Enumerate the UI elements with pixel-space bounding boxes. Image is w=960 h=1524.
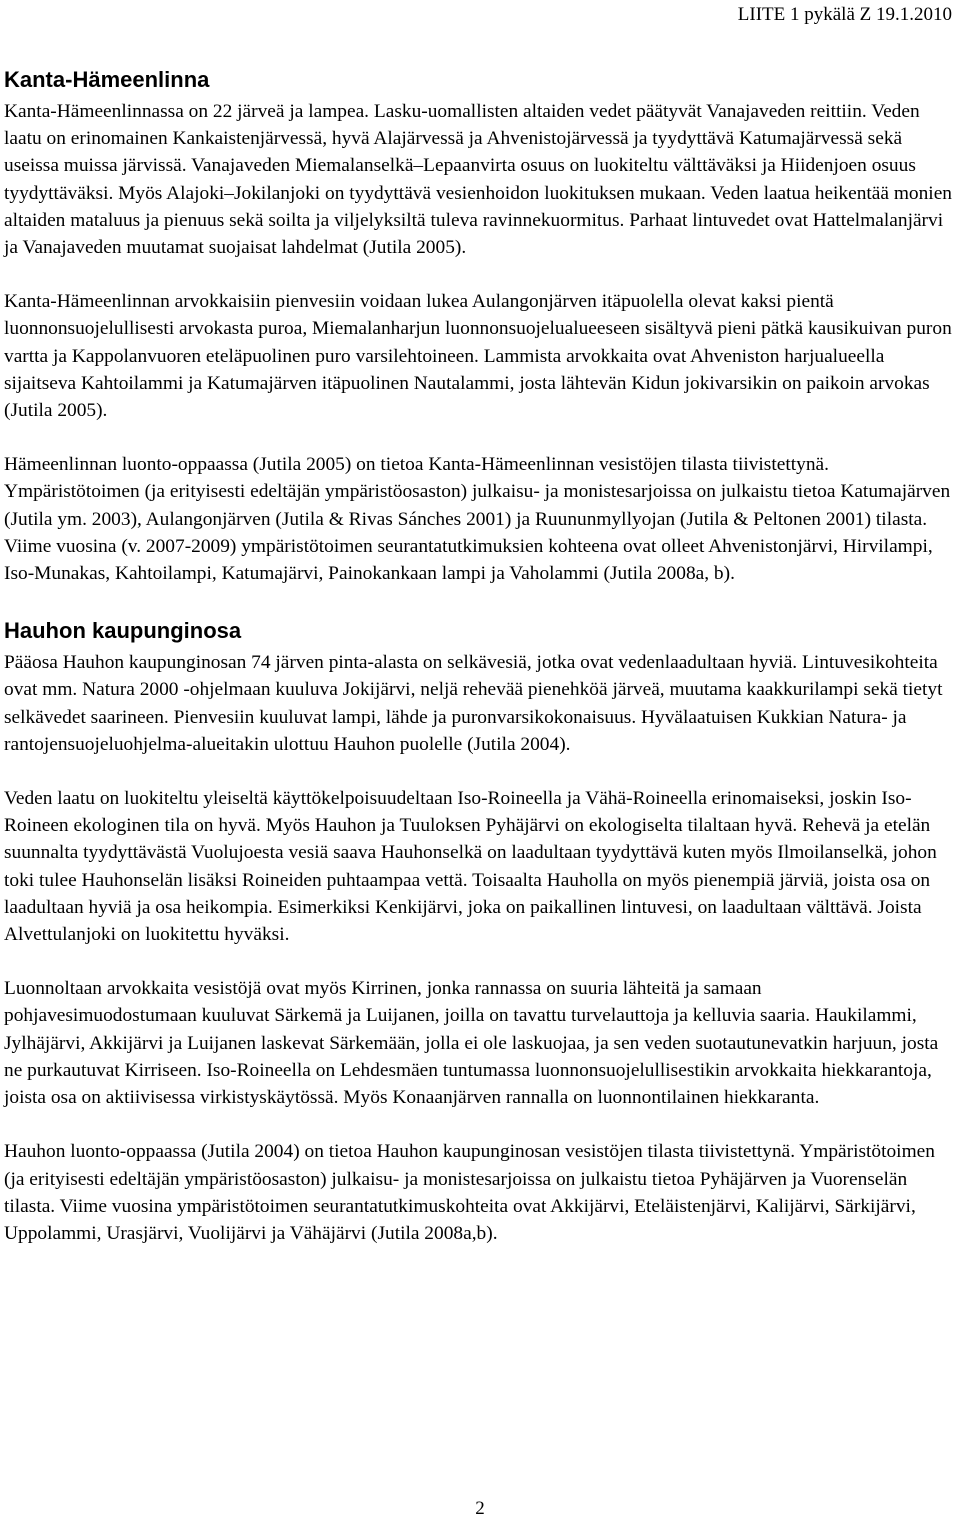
paragraph: Veden laatu on luokiteltu yleiseltä käyttökelpoisuudeltaan Iso-Roineella ja Vähä-Roineella erinomaiseksi, joskin Iso-Roineen ekologinen tila on hyvä. Myös Hauhon ja Tuuloksen Pyhäjärvi on ekologiselta tilaltaan hyvä. Rehevä ja etelän suunnalta tyydyttävästä Vuolujoesta vesiä saava Hauhonselkä on laadultaan tyydyttävä kuten myös Ilmoilanselkä, johon toki tulee Hauhonselän lisäksi Roineiden puhtaampaa vettä. Toisaalta Hauholla on myös pienempiä järviä, joista osa on laadultaan hyviä ja osa heikompia. Esimerkiksi Kenkijärvi, joka on paikallinen lintuvesi, on laadultaan välttävä. Joista Alvettulanjoki on luokitettu hyväksi. bbox=[4, 788, 937, 946]
paragraph: Hauhon luonto-oppaassa (Jutila 2004) on tietoa Hauhon kaupunginosan vesistöjen tilasta tiivistettynä. Ympäristötoimen (ja erityisesti edeltäjän ympäristöosaston) julkaisu- ja monistesarjoissa on julkaistu tietoa Pyhäjärven ja Vuorenselän tilasta. Viime vuosina ympäristötoimen seurantatutkimuskohteita ovat Akkijärvi, Eteläistenjärvi, Kalijärvi, Särkijärvi, Uppolammi, Urasjärvi, Vuolijärvi ja Vähäjärvi (Jutila 2008a,b). bbox=[4, 1141, 935, 1244]
section-title-kanta-hameenlinna: Kanta-Hämeenlinna bbox=[4, 67, 210, 92]
page-header-label: LIITE 1 pykälä Z 19.1.2010 bbox=[737, 4, 952, 25]
paragraph: Kanta-Hämeenlinnan arvokkaisiin pienvesiin voidaan lukea Aulangonjärven itäpuolella olevat kaksi pientä luonnonsuojelullisesti arvokasta puroa, Miemalanharjun luonnonsuojelualueeseen sisältyvä pieni pätkä kausikuivan puron vartta ja Kappolanvuoren eteläpuolinen puro varsilehtoineen. Lammista arvokkaita ovat Ahveniston harjualueella sijaitseva Kahtoilammi ja Katumajärven itäpuolinen Nautalammi, josta lähtevän Kidun jokivarsikin on paikoin arvokas (Jutila 2005). bbox=[4, 291, 952, 422]
section-title-hauho: Hauhon kaupunginosa bbox=[4, 618, 242, 644]
document-body bbox=[4, 66, 952, 1247]
paragraph: Pääosa Hauhon kaupunginosan 74 järven pinta-alasta on selkävesiä, jotka ovat vedenlaadultaan hyviä. Lintuvesikohteita ovat mm. Natura 2000 -ohjelmaan kuuluva Jokijärvi, neljä rehevää pienehköä järveä, muutama kaakkurilampi sekä tietyt selkävedet saarineen. Pienvesiin kuuluvat lampi, lähde ja puronvarsikokonaisuus. Hyvälaatuisen Kukkian Natura- ja rantojensuojeluohjelma-alueitakin ulottuu Hauhon puolelle (Jutila 2004). bbox=[4, 652, 943, 755]
page-number: 2 bbox=[475, 1498, 485, 1519]
paragraph: Luonnoltaan arvokkaita vesistöjä ovat myös Kirrinen, jonka rannassa on suuria lähteitä ja samaan pohjavesimuodostumaan kuuluvat Särkemä ja Luijanen, joilla on tavattu turvelauttoja ja kelluvia saaria. Haukilammi, Jylhäjärvi, Akkijärvi ja Luijanen laskevat Särkemään, jolla ei ole laskuojaa, ja sen veden suotautunevatkin harjuun, josta ne purkautuvat Kirriseen. Iso-Roineella on Lehdesmäen tuntumassa luonnonsuojelullisestikin arvokkaita hiekkarantoja, joista osa on aktiivisessa virkistyskäytössä. Myös Konaanjärven rannalla on luonnontilainen hiekkaranta. bbox=[4, 978, 939, 1109]
paragraph: Hämeenlinnan luonto-oppaassa (Jutila 2005) on tietoa Kanta-Hämeenlinnan vesistöjen tilasta tiivistettynä. Ympäristötoimen (ja erityisesti edeltäjän ympäristöosaston) julkaisu- ja monistesarjoissa on julkaistu tietoa Katumajärven (Jutila ym. 2003), Aulangonjärven (Jutila & Rivas Sánches 2001) ja Ruununmyllyojan (Jutila & Peltonen 2001) tilasta. Viime vuosina (v. 2007-2009) ympäristötoimen seurantatutkimuksien kohteena ovat olleet Ahvenistonjärvi, Hirvilampi, Iso-Munakas, Kahtoilampi, Katumajärvi, Painokankaan lampi ja Vaholammi (Jutila 2008a, b). bbox=[4, 454, 951, 585]
paragraph: Kanta-Hämeenlinnassa on 22 järveä ja lampea. Lasku-uomallisten altaiden vedet päätyvät Vanajaveden reittiin. Veden laatu on erinomainen Kankaistenjärvessä, hyvä Alajärvessä ja Ahvenistojärvessä ja tyydyttävä Katumajärvessä sekä useissa muissa järvissä. Vanajaveden Miemalanselkä–Lepaanvirta osuus on luokiteltu välttäväksi ja Hiidenjoen osuus tyydyttäväksi. Myös Alajoki–Jokilanjoki on tyydyttävä vesienhoidon luokituksen mukaan. Veden laatua heikentää monien altaiden mataluus ja pienuus sekä soilta ja viljelyksiltä tuleva ravinnekuormitus. Parhaat lintuvedet ovat Hattelmalanjärvi ja Vanajaveden muutamat suojaisat lahdelmat (Jutila 2005). bbox=[4, 101, 952, 259]
